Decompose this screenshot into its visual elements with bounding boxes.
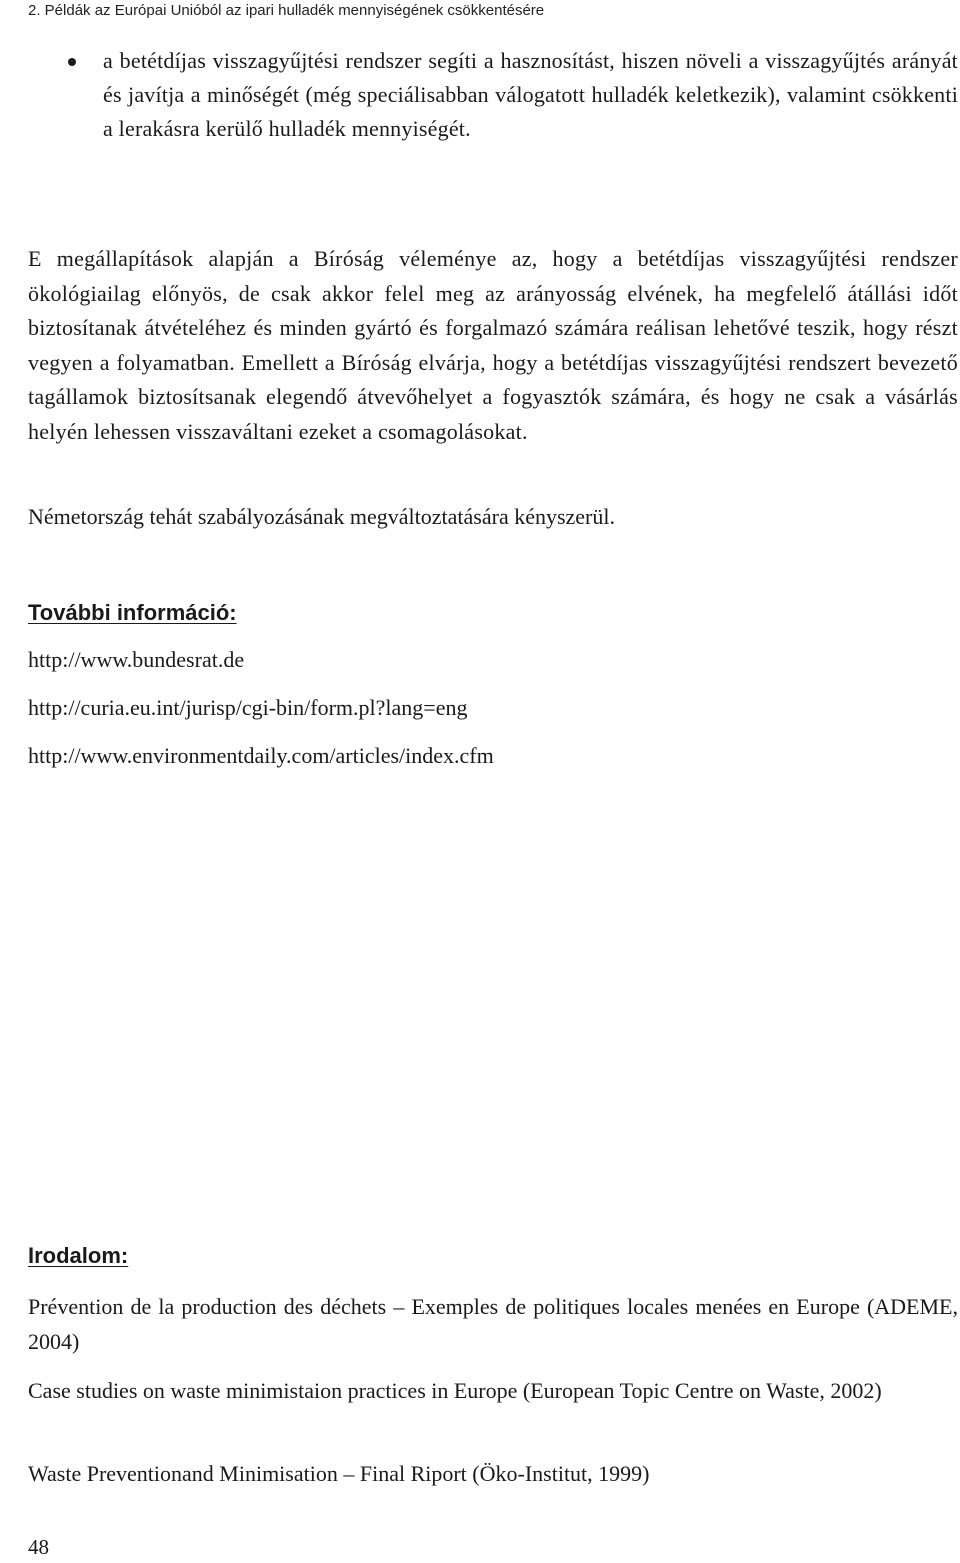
reference-item: Prévention de la production des déchets – Exemples de politiques locales menées en Europe (ADEME, 2004) [28, 1294, 958, 1354]
literature-heading: Irodalom: [28, 1243, 129, 1268]
page-number: 48 [28, 1535, 49, 1559]
link-environmentdaily[interactable]: http://www.environmentdaily.com/articles/index.cfm [28, 743, 494, 768]
bullet-text: a betétdíjas visszagyűjtési rendszer segíti a hasznosítást, hiszen növeli a visszagyűjtés arányát és javítja a minőségét (még speciálisabban válogatott hulladék keletkezik), valamint csökkenti a lerakásra kerülő hulladék mennyiségét. [103, 48, 958, 141]
reference-item: Waste Preventionand Minimisation – Final Riport (Öko-Institut, 1999) [28, 1461, 650, 1486]
bullet-list-item [68, 44, 958, 146]
running-header: 2. Példák az Európai Unióból az ipari hulladék mennyiségének csökkentésére [28, 2, 545, 19]
reference-item: Case studies on waste minimistaion practices in Europe (European Topic Centre on Waste, 2002) [28, 1378, 882, 1403]
more-info-heading: További információ: [28, 600, 237, 625]
link-bundesrat[interactable]: http://www.bundesrat.de [28, 647, 245, 672]
body-paragraph-court-opinion: E megállapítások alapján a Bíróság véleménye az, hogy a betétdíjas visszagyűjtési rendszer ökológiailag előnyös, de csak akkor felel meg az arányosság elvének, ha megfelelő átállási időt biztosítanak átvételéhez és minden gyártó és forgalmazó számára reálisan lehetővé teszik, hogy részt vegyen a folyamatban. Emellett a Bíróság elvárja, hogy a betétdíjas visszagyűjtési rendszert bevezető tagállamok biztosítsanak elegendő átvevőhelyet a fogyasztók számára, és hogy ne csak a vásárlás helyén lehessen visszaváltani ezeket a csomagolásokat. [28, 246, 958, 444]
bullet-icon [68, 58, 76, 66]
body-paragraph-germany: Németország tehát szabályozásának megváltoztatására kényszerül. [28, 504, 615, 529]
link-curia[interactable]: http://curia.eu.int/jurisp/cgi-bin/form.pl?lang=eng [28, 695, 468, 720]
